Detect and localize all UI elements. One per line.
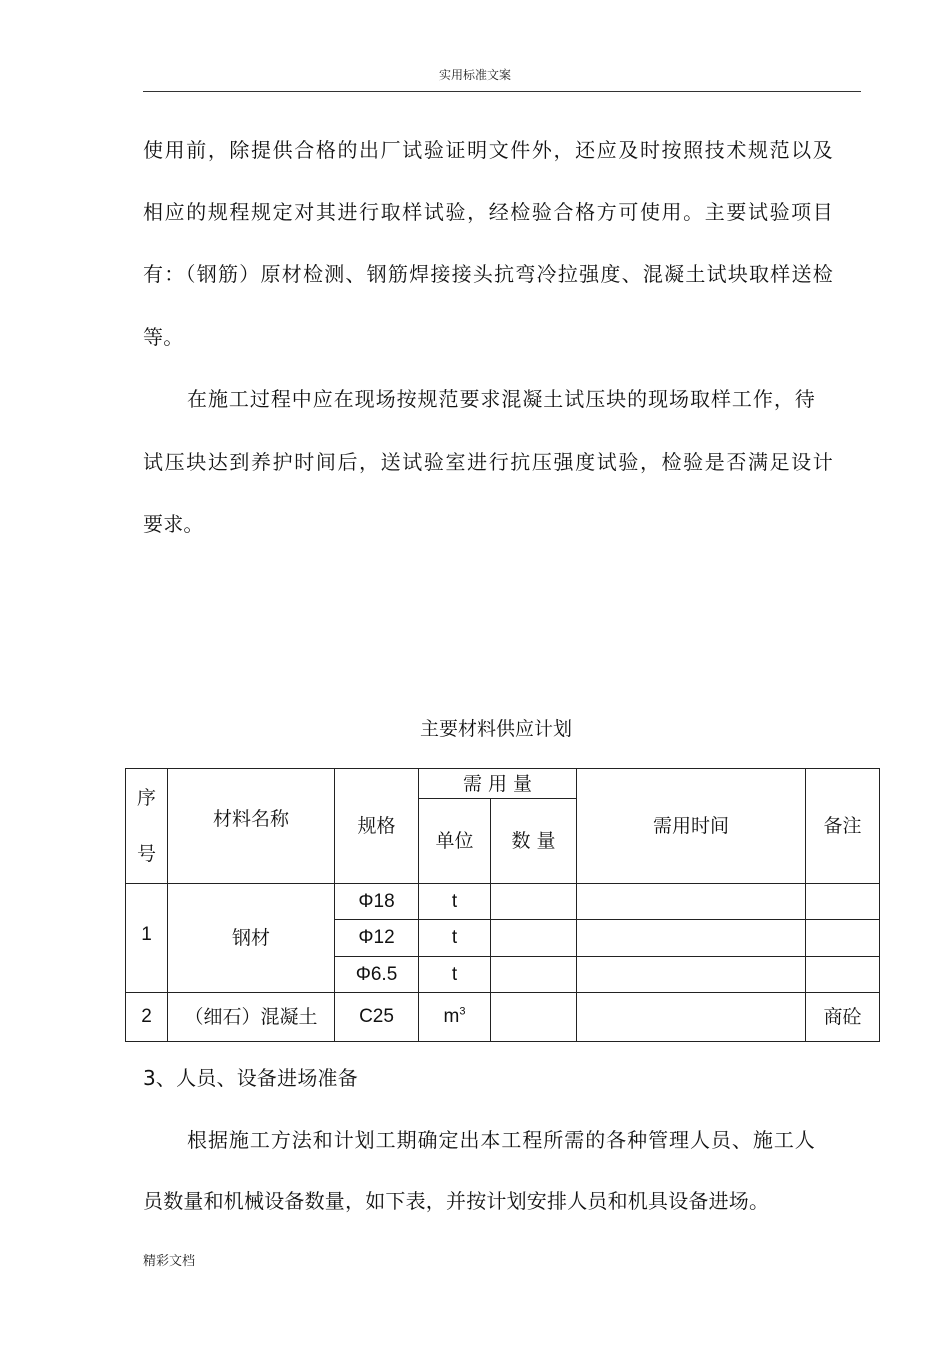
paragraph-line: 在施工过程中应在现场按规范要求混凝土试压块的现场取样工作，待 bbox=[187, 387, 815, 411]
cell-note bbox=[806, 957, 880, 993]
page-footer-text: 精彩文档 bbox=[143, 1254, 196, 1269]
cell-material-name: 钢材 bbox=[168, 884, 335, 993]
materials-supply-table bbox=[125, 768, 880, 1042]
cell-unit: t bbox=[419, 920, 491, 957]
cell-note: 商砼 bbox=[806, 993, 880, 1042]
header-spec: 规格 bbox=[335, 769, 419, 884]
cell-seq-value: 1 bbox=[141, 924, 152, 945]
header-seq-top: 序 bbox=[136, 787, 156, 809]
cell-time bbox=[577, 957, 806, 993]
header-unit: 单位 bbox=[419, 799, 491, 884]
paragraph-line: 相应的规程规定对其进行取样试验，经检验合格方可使用。主要试验项目 bbox=[143, 200, 833, 224]
paragraph-line: 有：（钢筋）原材检测、钢筋焊接接头抗弯冷拉强度、混凝土试块取样送检 bbox=[143, 262, 833, 286]
cell-time bbox=[577, 884, 806, 920]
header-time: 需用时间 bbox=[577, 769, 806, 884]
header-seq-bottom: 号 bbox=[136, 843, 156, 865]
header-material-name bbox=[168, 769, 335, 884]
cell-qty bbox=[491, 957, 577, 993]
table-title: 主要材料供应计划 bbox=[419, 718, 572, 740]
cell-unit: t bbox=[419, 884, 491, 920]
header-note: 备注 bbox=[806, 769, 880, 884]
header-material-name-label: 材料名称 bbox=[212, 808, 289, 830]
cell-spec: Φ12 bbox=[335, 920, 419, 957]
header-demand: 需 用 量 bbox=[419, 769, 577, 799]
header-seq bbox=[126, 769, 168, 884]
cell-unit bbox=[419, 993, 491, 1042]
cell-seq bbox=[126, 884, 168, 993]
cell-unit-base: m bbox=[443, 1006, 460, 1027]
cell-time bbox=[577, 993, 806, 1042]
cell-note bbox=[806, 920, 880, 957]
paragraph-line: 使用前，除提供合格的出厂试验证明文件外，还应及时按照技术规范以及 bbox=[143, 138, 833, 162]
cell-note bbox=[806, 884, 880, 920]
paragraph-line: 试压块达到养护时间后，送试验室进行抗压强度试验，检验是否满足设计 bbox=[143, 450, 833, 474]
cell-spec: Φ6.5 bbox=[335, 957, 419, 993]
cell-unit-superscript: 3 bbox=[459, 1005, 466, 1018]
paragraph-line: 员数量和机械设备数量，如下表，并按计划安排人员和机具设备进场。 bbox=[143, 1189, 770, 1213]
section-heading: 3、人员、设备进场准备 bbox=[143, 1066, 358, 1090]
cell-qty bbox=[491, 884, 577, 920]
page-header-title: 实用标准文案 bbox=[438, 68, 511, 82]
paragraph-line: 根据施工方法和计划工期确定出本工程所需的各种管理人员、施工人 bbox=[187, 1128, 815, 1152]
header-divider bbox=[143, 91, 861, 92]
cell-qty bbox=[491, 993, 577, 1042]
paragraph-line: 要求。 bbox=[143, 512, 204, 536]
cell-spec: Φ18 bbox=[335, 884, 419, 920]
cell-material-name: （细石）混凝土 bbox=[168, 993, 335, 1042]
cell-unit: t bbox=[419, 957, 491, 993]
header-qty: 数 量 bbox=[491, 799, 577, 884]
cell-time bbox=[577, 920, 806, 957]
paragraph-line: 等。 bbox=[143, 325, 184, 349]
cell-seq: 2 bbox=[126, 993, 168, 1042]
cell-qty bbox=[491, 920, 577, 957]
cell-spec: C25 bbox=[335, 993, 419, 1042]
